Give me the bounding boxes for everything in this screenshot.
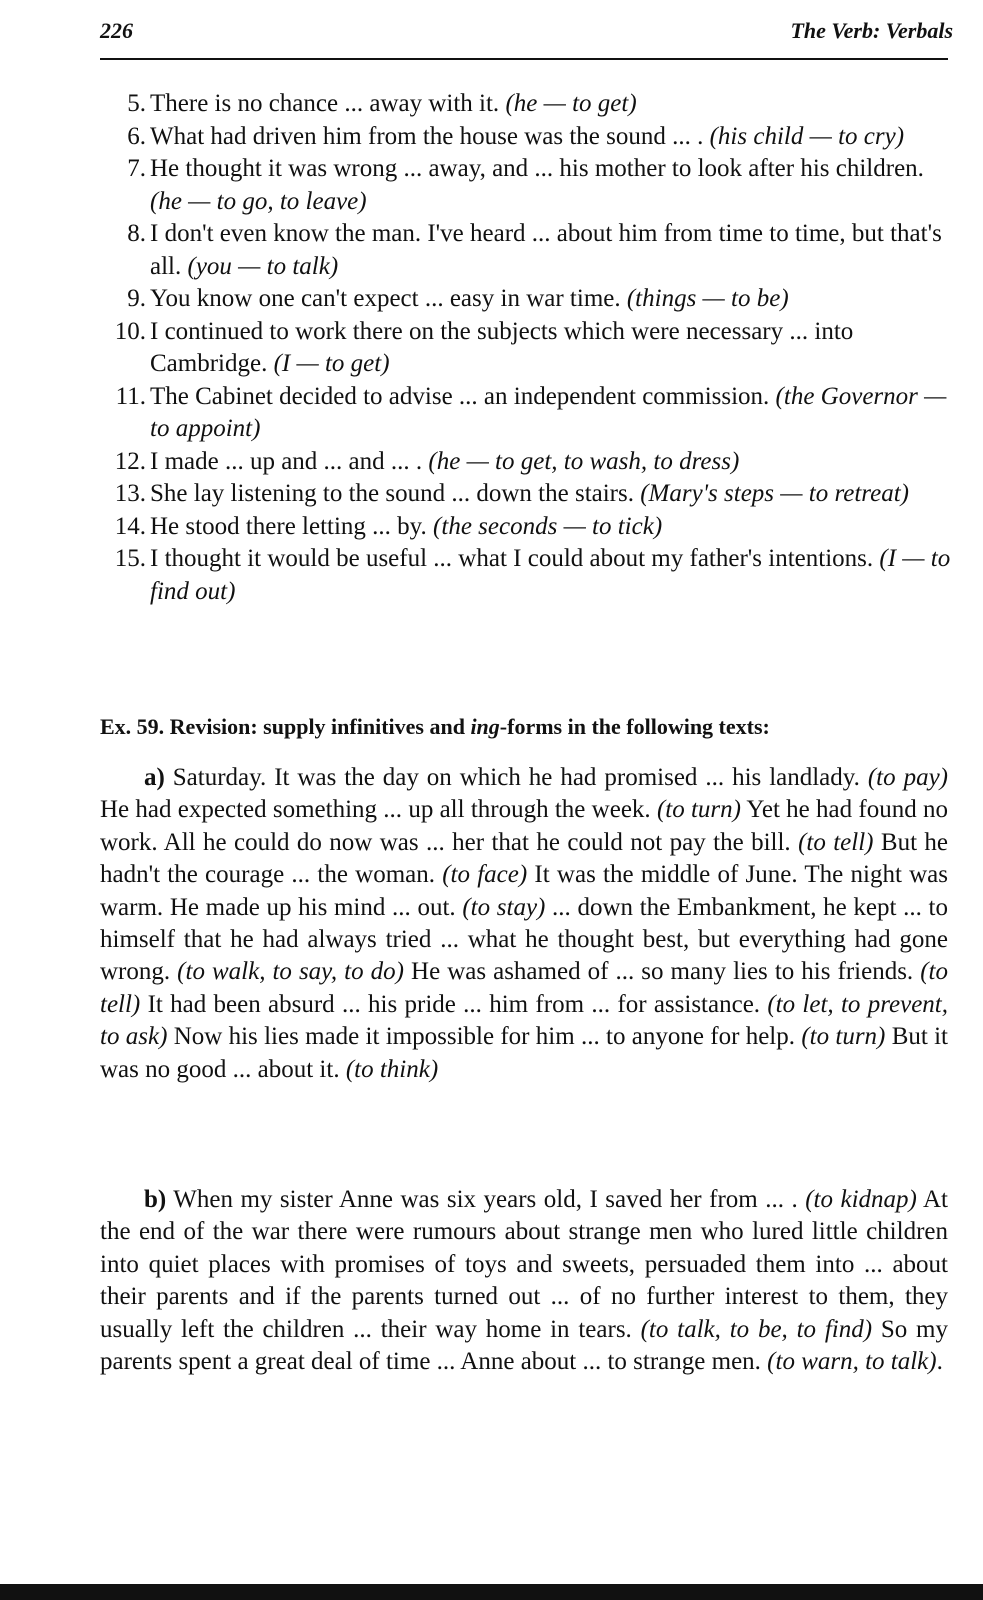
verb-hint: (to talk, to be, to find)	[640, 1315, 873, 1343]
exercise-heading-end: -forms in the following texts:	[499, 714, 770, 739]
list-item	[104, 218, 956, 283]
item-text: I thought it would be useful ... what I could about my father's intentions.	[150, 545, 880, 572]
item-hint: (things — to be)	[626, 285, 789, 312]
item-text: There is no chance ... away with it.	[150, 90, 506, 117]
item-body	[150, 543, 956, 608]
item-hint: (the seconds — to tick)	[433, 512, 663, 540]
list-item	[104, 446, 956, 479]
text-segment: Yet he had found no work. All he could do now was ... her that he could not pay the bill.	[100, 796, 948, 856]
item-body	[150, 511, 956, 544]
text-segment: When my sister Anne was six years old, I saved her from ... .	[166, 1186, 806, 1213]
item-body	[150, 283, 956, 316]
item-text: I don't even know the man. I've heard ... about him from time to time, but that's all.	[150, 220, 942, 280]
item-number: 15.	[114, 545, 146, 572]
list-item	[104, 153, 956, 218]
item-text: You know one can't expect ... easy in war time.	[150, 285, 627, 312]
list-item	[104, 121, 956, 154]
item-body	[150, 446, 956, 479]
scan-edge-bar	[0, 1584, 983, 1600]
item-body	[150, 153, 956, 218]
text-b-paragraph	[100, 1184, 948, 1378]
item-body	[150, 381, 956, 446]
item-number: 10.	[114, 317, 146, 345]
verb-hint: (to turn)	[801, 1023, 886, 1051]
item-text: I made ... up and ... and ... .	[150, 447, 429, 475]
exercise-sentence-list	[104, 88, 956, 608]
verb-hint: (to let, to prevent, to ask)	[100, 990, 948, 1051]
page-header	[100, 18, 953, 58]
text-segment: But it was no good ... about it.	[100, 1023, 948, 1083]
item-number: 6.	[127, 122, 146, 150]
item-number: 14.	[114, 512, 146, 540]
verb-hint: (to warn, to talk)	[767, 1348, 937, 1376]
item-text: What had driven him from the house was the sound ... .	[150, 122, 710, 150]
item-text: He thought it was wrong ... away, and ... his mother to look after his children.	[150, 155, 924, 182]
item-body	[150, 316, 956, 381]
item-hint: (his child — to cry)	[709, 122, 905, 150]
verb-hint: (to think)	[345, 1055, 439, 1083]
list-item	[104, 478, 956, 511]
verb-hint: (to tell)	[798, 828, 874, 856]
item-hint: (he — to go, to leave)	[150, 187, 367, 215]
item-body	[150, 88, 956, 121]
text-segment: .	[936, 1348, 943, 1376]
item-number: 8.	[127, 220, 146, 247]
item-text: He stood there letting ... by.	[150, 512, 434, 540]
text-segment: He had expected something ... up all through the week.	[100, 796, 657, 824]
list-item	[104, 316, 956, 381]
item-number: 9.	[127, 285, 146, 312]
list-item	[104, 283, 956, 316]
text-a-label: a)	[144, 764, 165, 791]
item-number: 12.	[114, 447, 146, 475]
verb-hint: (to kidnap)	[805, 1186, 917, 1213]
text-segment: But he hadn't the courage ... the woman.	[100, 828, 949, 889]
item-body	[150, 478, 956, 511]
page-number: 226	[100, 18, 133, 43]
text-segment: He was ashamed of ... so many lies to his friends.	[403, 958, 921, 986]
verb-hint: (to tell)	[100, 958, 948, 1018]
item-hint: (the Governor — to appoint)	[150, 382, 947, 442]
text-segment: So my parents spent a great deal of time ... Anne about ... to strange men.	[100, 1315, 948, 1376]
header-rule	[100, 58, 948, 60]
item-hint: (I — to get)	[273, 350, 390, 377]
item-number: 11.	[115, 382, 146, 410]
verb-hint: (to face)	[442, 861, 528, 889]
verb-hint: (to pay)	[867, 764, 948, 791]
item-text: I continued to work there on the subjects which were necessary ... into Cambridge.	[150, 317, 854, 377]
item-hint: (he — to get)	[505, 90, 637, 117]
exercise-heading	[100, 714, 950, 740]
list-item	[104, 511, 956, 544]
item-number: 5.	[127, 90, 146, 117]
item-hint: (he — to get, to wash, to dress)	[428, 447, 740, 475]
item-number: 7.	[127, 155, 146, 182]
text-segment: Now his lies made it impossible for him ... to anyone for help.	[167, 1023, 802, 1051]
text-segment: At the end of the war there were rumours about strange men who lured little children into quiet places with promises of toys and sweets, persuaded them into ... about their parents and if the parents turned out ... of no further interest to them, they usually left the children ... their way home in tears.	[100, 1186, 948, 1343]
text-b-label: b)	[144, 1186, 167, 1213]
list-item	[104, 88, 956, 121]
running-title: The Verb: Verbals	[790, 18, 953, 43]
item-hint: (Mary's steps — to retreat)	[640, 480, 909, 507]
exercise-heading-ing: ing	[470, 714, 500, 739]
item-body	[150, 218, 956, 283]
text-segment: ... down the Embankment, he kept ... to himself that he had always tried ... what he thought best, but everything had gone wrong.	[100, 893, 948, 986]
item-text: The Cabinet decided to advise ... an independent commission.	[150, 382, 776, 410]
list-item	[104, 381, 956, 446]
item-body	[150, 121, 956, 154]
verb-hint: (to turn)	[656, 796, 741, 824]
verb-hint: (to walk, to say, to do)	[177, 958, 404, 986]
item-number: 13.	[114, 480, 146, 507]
list-item	[104, 543, 956, 608]
text-segment: It was the middle of June. The night was warm. He made up his mind ... out.	[100, 861, 948, 921]
text-a-paragraph	[100, 762, 948, 1086]
exercise-heading-start: Ex. 59. Revision: supply infinitives and	[100, 714, 471, 739]
item-hint: (you — to talk)	[187, 252, 339, 280]
item-text: She lay listening to the sound ... down the stairs.	[150, 480, 641, 507]
verb-hint: (to stay)	[462, 893, 546, 921]
item-hint: (I — to find out)	[150, 545, 951, 605]
text-segment: Saturday. It was the day on which he had promised ... his landlady.	[164, 764, 868, 791]
text-segment: It had been absurd ... his pride ... him from ... for assistance.	[140, 990, 768, 1018]
